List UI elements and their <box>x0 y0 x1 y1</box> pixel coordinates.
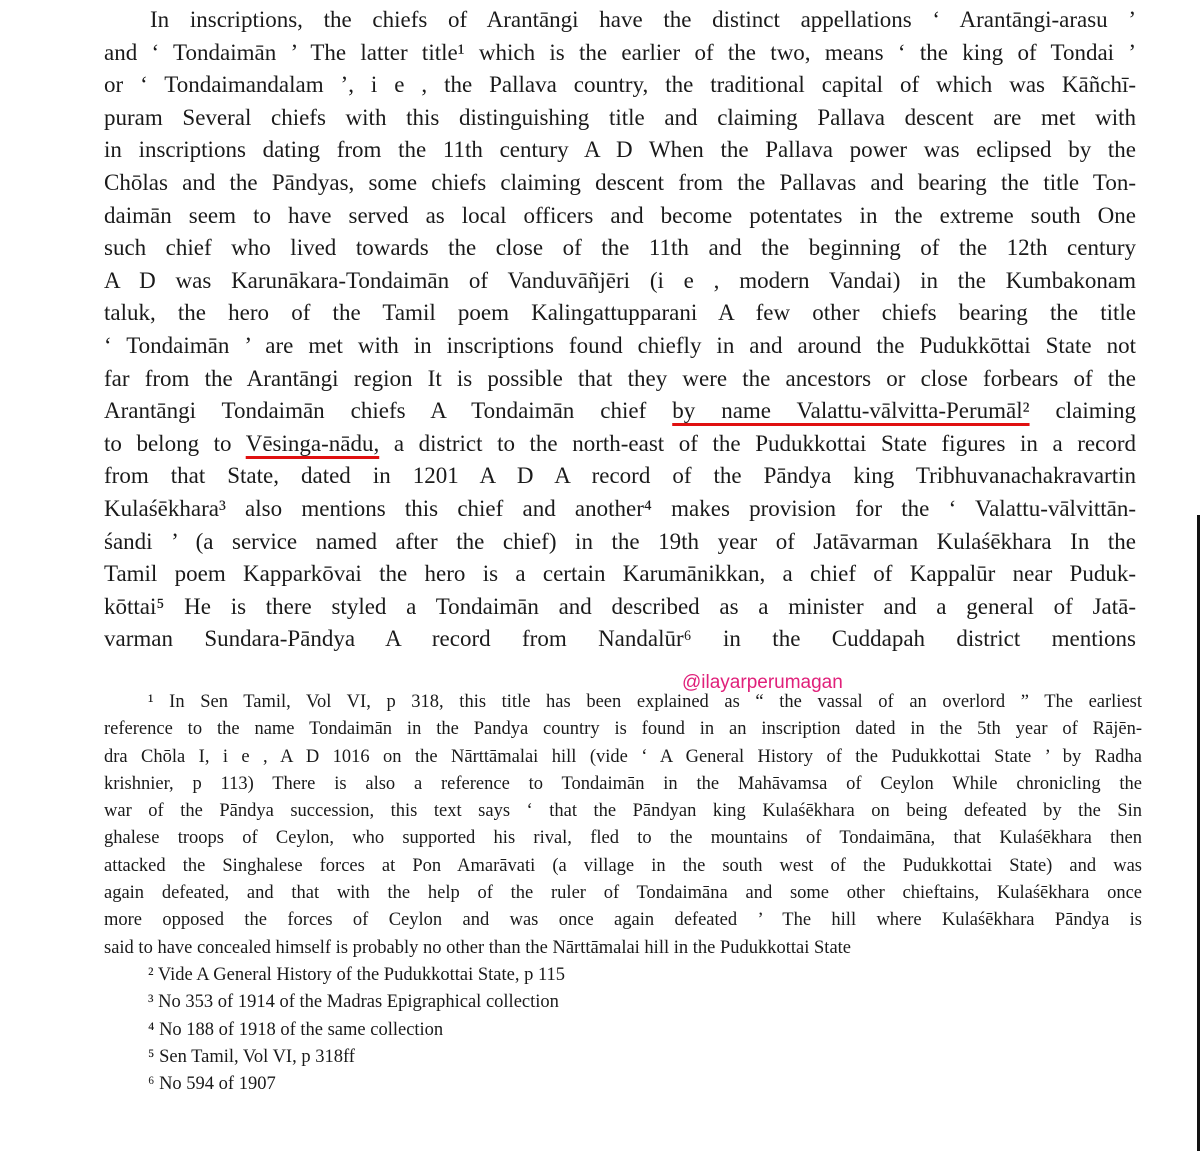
body-line: in inscriptions dating from the 11th century A D When the Pallava power was eclipsed by the <box>104 137 1136 163</box>
body-line: varman Sundara-Pāndya A record from Nandalūr⁶ in the Cuddapah district mentions <box>104 626 1136 652</box>
body-line: daimān seem to have served as local officers and become potentates in the extreme south One <box>104 202 1136 228</box>
body-line: ‘ Tondaimān ’ are met with in inscriptions found chiefly in and around the Pudukkōttai State not <box>104 332 1136 358</box>
body-line: puram Several chiefs with this distinguishing title and claiming Pallava descent are met with <box>104 104 1136 130</box>
body-line: kōttai⁵ He is there styled a Tondaimān and described as a minister and a general of Jatā- <box>104 593 1136 619</box>
footnote-1-line: war of the Pāndya succession, this text says ‘ that the Pāndyan king Kulaśēkhara on being defeated by the Sin <box>104 801 1142 822</box>
footnote-1-line: more opposed the forces of Ceylon and was once again defeated ’ The hill where Kulaśēkhara Pāndya is <box>104 910 1142 931</box>
footnote-1-line: krishnier, p 113) There is also a reference to Tondaimān in the Mahāvamsa of Ceylon While chronicling the <box>104 773 1142 794</box>
footnote-2: ² Vide A General History of the Pudukkottai State, p 115 <box>148 964 566 985</box>
body-line: or ‘ Tondaimandalam ’, i e , the Pallava country, the traditional capital of which was Kāñchī- <box>104 72 1136 98</box>
body-line: śandi ’ (a service named after the chief) in the 19th year of Jatāvarman Kulaśēkhara In the <box>104 528 1136 554</box>
footnote-6: ⁶ No 594 of 1907 <box>148 1074 276 1095</box>
footnote-1-line: reference to the name Tondaimān in the Pandya country is found in an inscription dated in the 5th year of Rājēn- <box>104 719 1142 740</box>
body-line: taluk, the hero of the Tamil poem Kalingattupparani A few other chiefs bearing the title <box>104 300 1136 326</box>
body-line: Chōlas and the Pāndyas, some chiefs claiming descent from the Pallavas and bearing the title Ton- <box>104 169 1136 195</box>
body-line: A D was Karunākara-Tondaimān of Vanduvāñjēri (i e , modern Vandai) in the Kumbakonam <box>104 267 1136 293</box>
footnote-1-line: attacked the Singhalese forces at Pon Amarāvati (a village in the south west of the Pudukkottai State) and was <box>104 855 1142 876</box>
body-line: Tamil poem Kapparkōvai the hero is a certain Karumānikkan, a chief of Kappalūr near Puduk- <box>104 561 1136 587</box>
body-text <box>104 4 1136 656</box>
footnotes <box>104 689 1142 1098</box>
body-text-segment: Arantāngi Tondaimān chiefs A Tondaimān chief <box>104 398 647 424</box>
body-line: Kulaśēkhara³ also mentions this chief and another⁴ makes provision for the ‘ Valattu-vālvittān- <box>104 495 1136 521</box>
footnote-1-line: said to have concealed himself is probably no other than the Nārttāmalai hill in the Pudukkottai State <box>104 937 852 958</box>
footnote-4: ⁴ No 188 of 1918 of the same collection <box>148 1019 444 1040</box>
underlined-chief-name: by name Valattu-vālvitta-Perumāl² <box>672 398 1030 424</box>
body-line: In inscriptions, the chiefs of Arantāngi have the distinct appellations ‘ Arantāngi-arasu ’ <box>150 7 1136 32</box>
body-line-with-highlight <box>104 428 1136 461</box>
body-text-segment: claiming <box>1055 398 1137 424</box>
body-text-segment: a district to the north-east of the Pudukkottai State figures in a record <box>393 430 1136 456</box>
watermark-handle: @ilayarperumagan <box>682 672 843 693</box>
body-line: and ‘ Tondaimān ’ The latter title¹ which is the earlier of the two, means ‘ the king of Tondai ’ <box>104 39 1136 65</box>
footnote-3: ³ No 353 of 1914 of the Madras Epigraphical collection <box>148 992 559 1013</box>
footnote-1-line: again defeated, and that with the help of the ruler of Tondaimāna and some other chieftains, Kulaśēkhara once <box>104 883 1142 904</box>
body-text-segment: to belong to <box>104 430 232 456</box>
body-line-with-highlight <box>104 395 1136 428</box>
underlined-district-name: Vēsinga-nādu, <box>245 430 380 456</box>
body-line: far from the Arantāngi region It is possible that they were the ancestors or close forbears of the <box>104 365 1136 391</box>
footnote-1-line: ghalese troops of Ceylon, who supported his rival, fled to the mountains of Tondaimāna, that Kulaśēkhara then <box>104 828 1142 849</box>
body-line: from that State, dated in 1201 A D A record of the Pāndya king Tribhuvanachakravartin <box>104 463 1136 489</box>
footnote-1-line: ¹ In Sen Tamil, Vol VI, p 318, this title has been explained as “ the vassal of an overlord ” The earliest <box>148 692 1142 712</box>
footnote-5: ⁵ Sen Tamil, Vol VI, p 318ff <box>148 1046 355 1067</box>
footnote-1-line: dra Chōla I, i e , A D 1016 on the Nārttāmalai hill (vide ‘ A General History of the Pudukkottai State ’ by Radha <box>104 746 1142 767</box>
body-line: such chief who lived towards the close of the 11th and the beginning of the 12th century <box>104 235 1136 261</box>
